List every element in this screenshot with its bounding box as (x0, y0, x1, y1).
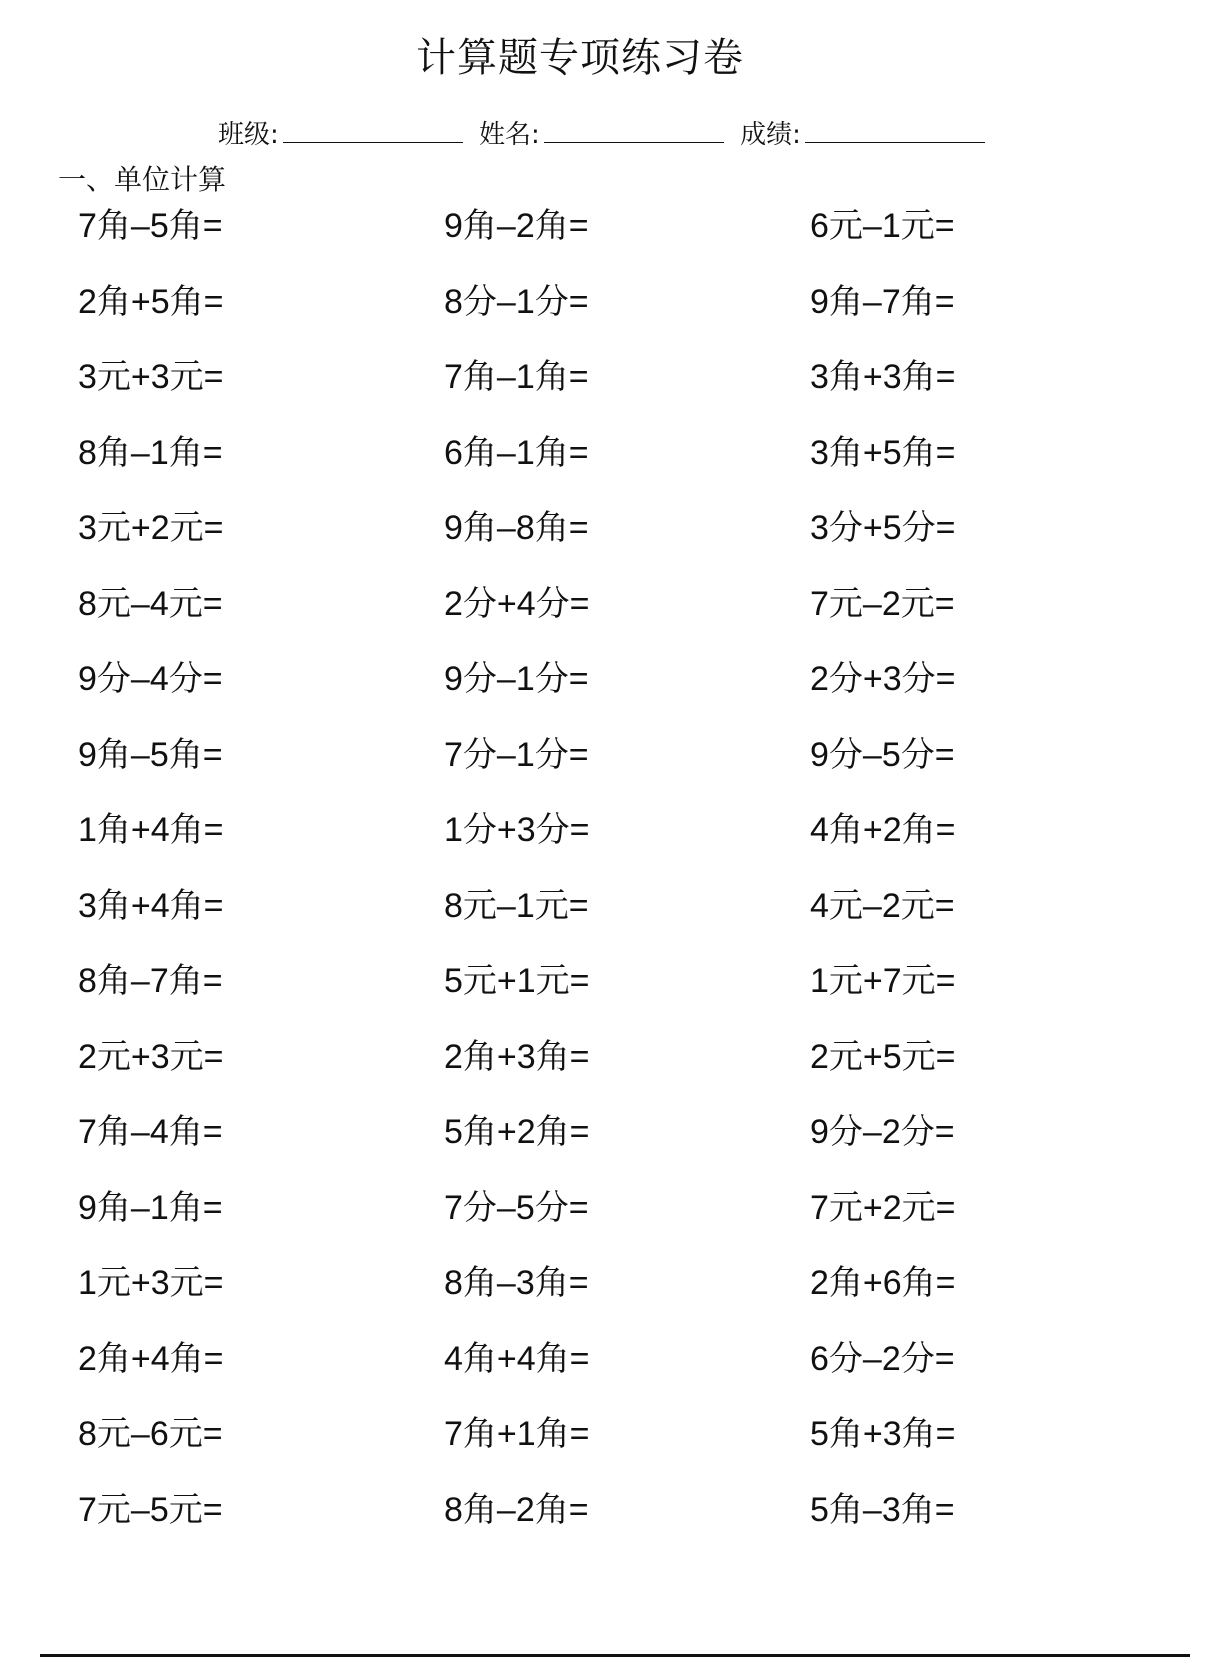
problem: 8角–2角= (444, 1490, 589, 1529)
problem: 7分–5分= (444, 1188, 589, 1227)
problem: 2分+3分= (810, 660, 956, 698)
problem: 1元+7元= (810, 962, 956, 1000)
problem: 7元–5元= (78, 1490, 223, 1529)
page-title: 计算题专项练习卷 (416, 35, 744, 81)
problem: 5角+3角= (810, 1415, 956, 1453)
problem: 3角+4角= (78, 886, 224, 925)
problem-row (0, 1406, 1223, 1456)
problem: 8角–3角= (444, 1264, 589, 1302)
problem: 1元+3元= (78, 1264, 224, 1302)
problem-row (0, 953, 1223, 1003)
problem: 7角–1角= (444, 358, 589, 396)
problem-row (0, 1331, 1223, 1381)
problem: 6分–2分= (810, 1339, 955, 1378)
problem: 4元–2元= (810, 886, 955, 925)
problem: 7元–2元= (810, 584, 955, 623)
problem: 3元+3元= (78, 358, 224, 396)
problem: 4角+4角= (444, 1339, 590, 1378)
problem: 5元+1元= (444, 962, 590, 1000)
problem-row (0, 727, 1223, 777)
problem: 9分–1分= (444, 660, 589, 698)
problem: 8分–1分= (444, 282, 589, 321)
class-label: 班级: (218, 120, 279, 150)
problem: 7角–4角= (78, 1113, 223, 1151)
problem: 7元+2元= (810, 1188, 956, 1227)
student-info-line (218, 114, 993, 151)
problem: 5角–3角= (810, 1490, 955, 1529)
problem: 2元+5元= (810, 1037, 956, 1076)
problem-row (0, 349, 1223, 399)
problem: 3角+5角= (810, 433, 956, 472)
problem: 9分–4分= (78, 660, 223, 698)
problem: 9角–1角= (78, 1188, 223, 1227)
section-heading: 一、单位计算 (58, 163, 227, 196)
problem: 7角–5角= (78, 207, 223, 245)
problem-row (0, 1180, 1223, 1230)
score-label: 成绩: (740, 120, 801, 150)
problem-row (0, 1104, 1223, 1154)
problem: 8角–1角= (78, 433, 223, 472)
problem-row (0, 1482, 1223, 1532)
problem: 2角+4角= (78, 1339, 224, 1378)
problem: 3角+3角= (810, 358, 956, 396)
problem-row (0, 651, 1223, 701)
problem: 2角+3角= (444, 1037, 590, 1076)
problem-row (0, 1255, 1223, 1305)
problem: 3分+5分= (810, 509, 956, 547)
problem-row (0, 500, 1223, 550)
problem: 8元–4元= (78, 584, 223, 623)
problem: 1分+3分= (444, 811, 590, 849)
problem-row (0, 274, 1223, 324)
problem: 8角–7角= (78, 962, 223, 1000)
problem: 9角–5角= (78, 735, 223, 774)
problem: 6角–1角= (444, 433, 589, 472)
problem-row (0, 576, 1223, 626)
class-blank[interactable] (283, 116, 463, 143)
problem: 8元–1元= (444, 886, 589, 925)
problem: 6元–1元= (810, 207, 955, 245)
bottom-divider (40, 1654, 1190, 1657)
problem: 5角+2角= (444, 1113, 590, 1151)
problem: 2元+3元= (78, 1037, 224, 1076)
problem: 4角+2角= (810, 811, 956, 849)
problem-row (0, 425, 1223, 475)
name-label: 姓名: (479, 120, 540, 150)
score-blank[interactable] (805, 116, 985, 143)
problem: 9角–8角= (444, 509, 589, 547)
problem: 2分+4分= (444, 584, 590, 623)
problem: 8元–6元= (78, 1415, 223, 1453)
problem: 9分–2分= (810, 1113, 955, 1151)
problem-row (0, 1029, 1223, 1079)
problem: 7角+1角= (444, 1415, 590, 1453)
problem: 2角+5角= (78, 282, 224, 321)
problem: 1角+4角= (78, 811, 224, 849)
problem: 9分–5分= (810, 735, 955, 774)
problem-row (0, 198, 1223, 248)
problem: 9角–7角= (810, 282, 955, 321)
problem: 9角–2角= (444, 207, 589, 245)
problem: 7分–1分= (444, 735, 589, 774)
name-blank[interactable] (544, 116, 724, 143)
problem: 3元+2元= (78, 509, 224, 547)
problem-row (0, 878, 1223, 928)
problem: 2角+6角= (810, 1264, 956, 1302)
problem-row (0, 802, 1223, 852)
